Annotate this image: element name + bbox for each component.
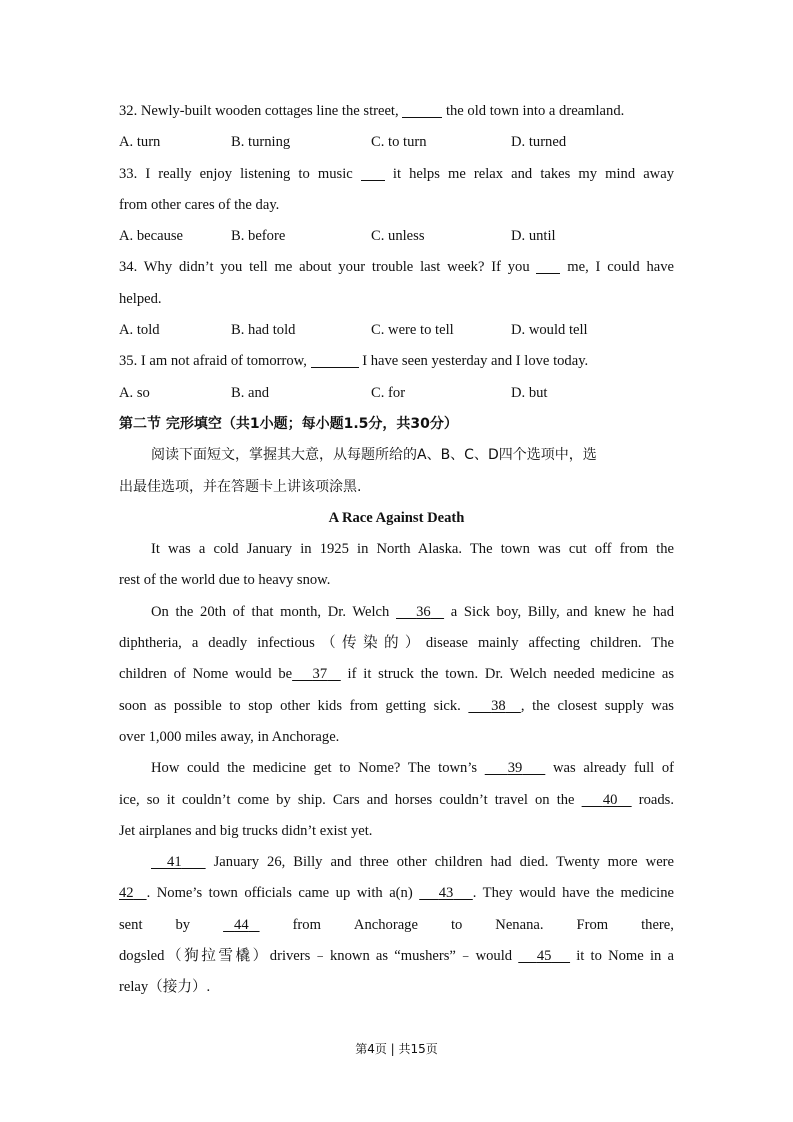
option-a: A. turn [119,134,161,151]
option-a: A. told [119,322,160,339]
option-a: A. because [119,228,184,245]
option-d: D. turned [511,134,567,151]
passage-text: if it struck the town. Dr. Welch needed medicine as [340,666,674,683]
passage-line [119,753,674,784]
answer-blank [536,259,560,275]
blank-44 [223,910,260,941]
blank-number: 45 [536,948,552,965]
blank-number: 43 [438,885,454,902]
question-32 [119,96,674,127]
passage-text: a Sick boy, Billy, and knew he had [444,603,675,620]
passage-text: to [450,916,463,933]
passage-text: dogsled（狗拉雪橇）drivers﹣known as “mushers”﹣would [119,948,519,965]
passage-text: from [292,916,321,933]
question-stem: 34. Why didn’t you tell me about your trouble last week? If you [119,259,537,276]
option-c: C. for [371,384,406,401]
passage-line [119,597,674,628]
section-instructions-cont: 出最佳选项，并在答题卡上讲该项涂黑. [119,478,362,495]
blank-42 [119,885,147,901]
question-stem-end: it helps me relax and takes my mind away [384,165,674,182]
options-34 [119,315,674,346]
question-stem-end: me, I could have [560,259,675,276]
passage-text: Anchorage [353,916,418,933]
blank-number: 44 [234,916,249,933]
option-d: D. would tell [511,322,588,339]
passage-text: From [576,916,609,933]
options-32 [119,127,674,158]
passage-title: A Race Against Death [328,509,465,526]
options-35 [119,378,674,409]
passage-line: rest of the world due to heavy snow. [119,572,331,589]
blank-37 [292,666,341,682]
blank-number: 40 [602,791,618,808]
blank-39 [485,760,546,776]
passage-line [119,659,674,690]
option-c: C. unless [371,228,425,245]
passage-text: sent [119,916,143,933]
question-33 [119,159,674,190]
question-34-cont: helped. [119,290,162,307]
blank-45 [518,948,570,964]
passage-text: Nenana. [495,916,544,933]
passage-text: roads. [631,791,674,808]
passage-line: relay（接力）. [119,979,211,996]
blank-number: 39 [507,760,523,777]
passage-text: it to Nome in a [570,948,674,965]
passage-text: was already full of [545,760,674,777]
question-35 [119,346,674,377]
passage-text: . They would have the medicine [472,885,674,902]
question-34 [119,252,674,283]
blank-36 [396,604,444,620]
passage-text: children of Nome would be [119,666,293,683]
section-instructions: 阅读下面短文，掌握其大意，从每题所给的A、B、C、D四个选项中，选 [151,447,597,464]
answer-blank [311,353,359,369]
option-d: D. until [511,228,556,245]
passage-text: ice, so it couldn’t come by ship. Cars and horses couldn’t travel on the [119,791,582,808]
blank-40 [582,792,632,808]
option-a: A. so [119,384,150,401]
passage-text: . Nome’s town officials came up with a(n) [146,885,420,902]
question-stem: 35. I am not afraid of tomorrow, [119,353,311,370]
question-stem: 33. I really enjoy listening to music [119,165,361,182]
passage-text: soon as possible to stop other kids from getting sick. [119,697,469,714]
question-stem: 32. Newly-built wooden cottages line the street, [119,103,403,119]
option-b: B. before [231,228,286,245]
passage-line [119,941,674,972]
blank-number: 36 [416,603,431,620]
question-33-cont: from other cares of the day. [119,196,280,213]
blank-38 [468,698,520,714]
option-d: D. but [511,384,548,401]
option-b: B. and [231,384,270,401]
option-b: B. had told [231,322,296,339]
blank-41 [151,854,206,870]
passage-line: It was a cold January in 1925 in North Alaska. The town was cut off from the [151,541,674,558]
document-page [119,96,674,1004]
answer-blank [361,165,385,181]
question-stem-end: I have seen yesterday and I love today. [358,353,589,370]
section-heading: 第二节 完形填空（共1小题；每小题1.5分，共30分） [119,415,458,432]
passage-text: January 26, Billy and three other children had died. Twenty more were [205,854,675,871]
passage-text: there, [641,916,674,933]
passage-line [119,785,674,816]
passage-line [119,847,674,878]
blank-number: 41 [167,854,182,871]
option-c: C. to turn [371,134,427,151]
blank-number: 37 [312,666,328,683]
passage-line: diphtheria, a deadly infectious（传染的）disease mainly affecting children. The [119,635,674,652]
option-b: B. turning [231,134,291,151]
passage-line [119,910,674,941]
passage-line [119,691,674,722]
passage-line: over 1,000 miles away, in Anchorage. [119,728,340,745]
passage-line: Jet airplanes and big trucks didn’t exist yet. [119,822,373,839]
passage-text: How could the medicine get to Nome? The town’s [151,760,485,777]
options-33 [119,221,674,252]
passage-line [119,878,674,909]
answer-blank [402,102,442,118]
option-c: C. were to tell [371,322,454,339]
blank-number: 38 [491,697,506,714]
blank-number: 42 [119,885,134,902]
page-footer: 第4页 | 共15页 [355,1042,438,1056]
blank-43 [419,885,473,901]
question-stem-end: the old town into a dreamland. [442,103,625,119]
passage-text: , the closest supply was [520,697,674,714]
passage-text: by [175,916,191,933]
passage-text: On the 20th of that month, Dr. Welch [151,603,396,620]
